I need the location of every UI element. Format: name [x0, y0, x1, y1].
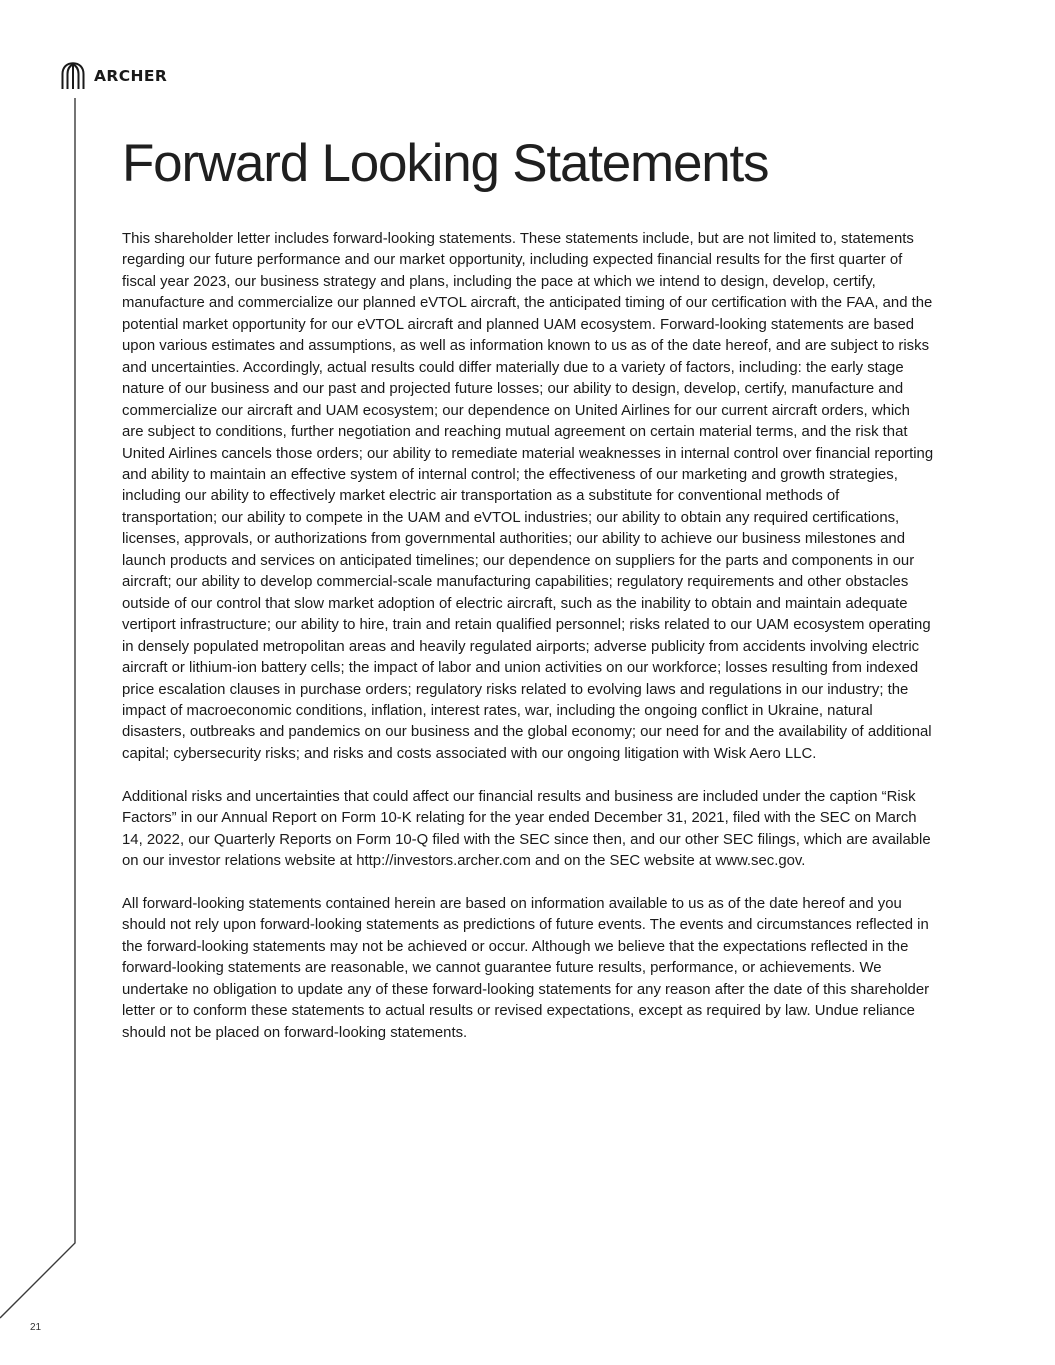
paragraph-risk-factors: This shareholder letter includes forward-looking statements. These statements include, but are not limited to, statements regarding our future performance and our market opportunity, including expected financial results for the first quarter of fiscal year 2023, our business strategy and plans, including the pace at which we intend to design, develop, certify, manufacture and commercialize our planned eVTOL aircraft, the anticipated timing of our certification with the FAA, and the potential market opportunity for our eVTOL aircraft and planned UAM ecosystem. Forward-looking statements are based upon various estimates and assumptions, as well as information known to us as of the date hereof, and are subject to risks and uncertainties. Accordingly, actual results could differ materially due to a variety of factors, including: the early stage nature of our business and our past and projected future losses; our ability to design, develop, certify, manufacture and commercialize our aircraft and UAM ecosystem; our dependence on United Airlines for our current aircraft orders, which are subject to conditions, further negotiation and reaching mutual agreement on certain material terms, and the risk that United Airlines cancels those orders; our ability to remediate material weaknesses in internal control over financial reporting and ability to maintain an effective system of internal control; the effectiveness of our marketing and growth strategies, including our ability to effectively market electric air transportation as a substitute for conventional methods of transportation; our ability to compete in the UAM and eVTOL industries; our ability to obtain any required certifications, licenses, approvals, or authorizations from governmental authorities; our ability to achieve our business milestones and launch products and services on anticipated timelines; our dependence on suppliers for the parts and components in our aircraft; our ability to develop commercial-scale manufacturing capabilities; regulatory requirements and other obstacles outside of our control that slow market adoption of electric aircraft, such as the inability to obtain and maintain adequate vertiport infrastructure; our ability to hire, train and retain qualified personnel; risks related to our UAM ecosystem operating in densely populated metropolitan areas and heavily regulated airports; adverse publicity from accidents involving electric aircraft or lithium-ion battery cells; the impact of labor and union activities on our workforce; losses resulting from indexed price escalation clauses in purchase orders; regulatory risks related to evolving laws and regulations in our industry; the impact of macroeconomic conditions, inflation, interest rates, war, including the ongoing conflict in Ukraine, natural disasters, outbreaks and pandemics on our business and the global economy; our need for and the availability of additional capital; cybersecurity risks; and risks and costs associated with our ongoing litigation with Wisk Aero LLC.	[122, 231, 934, 762]
paragraph-additional-risks: Additional risks and uncertainties that could affect our financial results and business are included under the caption “Risk Factors” in our Annual Report on Form 10-K relating for the year ended December 31, 2021, filed with the SEC on March 14, 2022, our Quarterly Reports on Form 10-Q filed with the SEC since then, and our other SEC filings, which are available on our investor relations website at http://investors.archer.com and on the SEC website at www.sec.gov.	[122, 788, 931, 870]
brand-name: ARCHER	[94, 67, 168, 85]
archer-arch-icon	[61, 62, 85, 90]
archer-logo	[61, 62, 167, 90]
paragraph-no-reliance: All forward-looking statements contained herein are based on information available to us as of the date hereof and you should not rely upon forward-looking statements as predictions of future events. The events and circumstances reflected in the forward-looking statements may not be achieved or occur. Although we believe that the expectations reflected in the forward-looking statements are reasonable, we cannot guarantee future results, performance, or achievements. We undertake no obligation to update any of these forward-looking statements for any reason after the date of this shareholder letter or to conform these statements to actual results or revised expectations, except as required by law. Undue reliance should not be placed on forward-looking statements.	[122, 896, 930, 1041]
body-text	[122, 229, 934, 1066]
page-number: 21	[30, 1322, 42, 1333]
page-title: Forward Looking Statements	[122, 134, 769, 193]
